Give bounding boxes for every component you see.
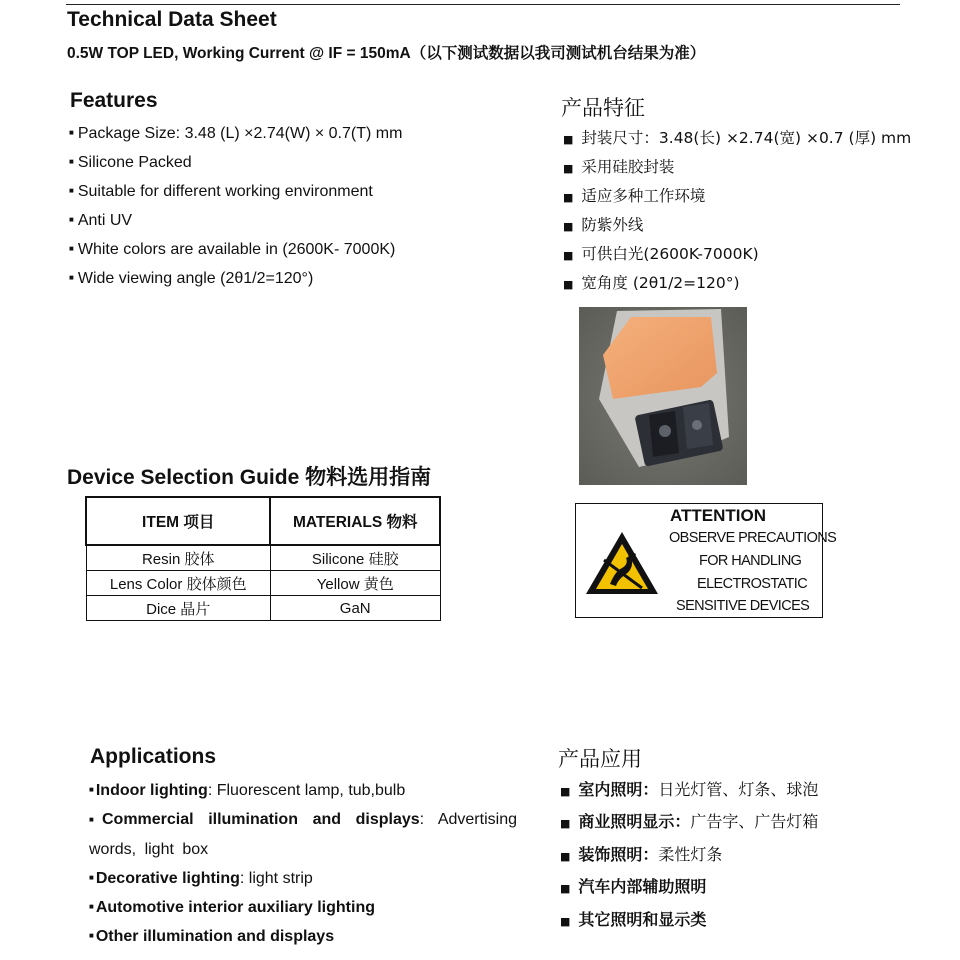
list-item: ■ 可供白光(2600K-7000K) (563, 245, 759, 263)
page-title: Technical Data Sheet (67, 8, 277, 31)
list-item: ■ Other illumination and displays (89, 928, 335, 946)
list-item: ■ Indoor lighting: Fluorescent lamp, tub,bulb (89, 782, 406, 799)
bullet-icon: ■ (560, 882, 571, 896)
page-subtitle: 0.5W TOP LED, Working Current @ IF = 150mA（以下测试数据以我司测试机台结果为准） (67, 45, 706, 62)
applications-cn-heading: 产品应用 (558, 747, 642, 771)
attention-line: ELECTROSTATIC (697, 576, 808, 592)
bullet-icon: ■ (69, 273, 74, 283)
table-cell: Resin 胶体 (86, 545, 270, 571)
table-row (86, 571, 440, 596)
bullet-icon: ■ (89, 872, 94, 882)
attention-line: FOR HANDLING (699, 553, 802, 569)
features-cn-list (563, 124, 911, 298)
features-list (69, 119, 402, 293)
bullet-icon: ■ (89, 931, 94, 941)
list-item: ■ 采用硅胶封装 (563, 158, 675, 176)
list-item: ■ 其它照明和显示类 (560, 909, 707, 929)
table-header: ITEM 项目 (86, 497, 270, 545)
bullet-icon: ■ (563, 220, 574, 233)
list-item: ■ 室内照明：日光灯管、灯条、球泡 (560, 780, 819, 799)
list-item: ■ Wide viewing angle (2θ1/2=120°) (69, 270, 314, 287)
selection-heading: Device Selection Guide 物料选用指南 (67, 466, 432, 489)
esd-attention-box (575, 503, 837, 618)
list-item: ■ Commercial illumination and displays: Advertising words, light box (89, 811, 517, 858)
list-item: ■ Anti UV (69, 212, 133, 229)
list-item: ■ 封装尺寸：3.48(长) ×2.74(宽) ×0.7 (厚) mm (563, 129, 912, 147)
bullet-icon: ■ (563, 191, 574, 204)
applications-list (89, 776, 517, 951)
esd-warning-icon (584, 530, 660, 596)
header-rule (66, 4, 900, 5)
list-item: ■ Automotive interior auxiliary lighting (89, 898, 375, 916)
bullet-icon: ■ (563, 133, 574, 146)
table-cell: GaN (270, 596, 440, 621)
led-package-illustration (579, 307, 747, 485)
bullet-icon: ■ (69, 128, 74, 138)
table-row (86, 545, 440, 571)
bullet-icon: ■ (563, 278, 574, 291)
list-item: ■ Silicone Packed (69, 154, 192, 171)
list-item: ■ 防紫外线 (563, 216, 644, 234)
attention-line: OBSERVE PRECAUTIONS (669, 530, 837, 546)
attention-title: ATTENTION (670, 506, 767, 525)
list-item: ■ 适应多种工作环境 (563, 187, 706, 205)
bullet-icon: ■ (560, 849, 571, 863)
table-cell: Yellow 黄色 (270, 571, 440, 596)
list-item: ■ White colors are available in (2600K- 7000K) (69, 241, 396, 258)
table-header-row (86, 497, 440, 545)
attention-line: SENSITIVE DEVICES (676, 598, 810, 614)
bullet-icon: ■ (69, 186, 74, 196)
table-cell: Lens Color 胶体颜色 (86, 571, 270, 596)
bullet-icon: ■ (563, 162, 574, 175)
table-header: MATERIALS 物料 (270, 497, 440, 545)
bullet-icon: ■ (69, 215, 74, 225)
materials-table (85, 496, 441, 621)
list-item: ■ Suitable for different working environment (69, 183, 373, 200)
bullet-icon: ■ (563, 249, 574, 262)
list-item: ■ Package Size: 3.48 (L) ×2.74(W) × 0.7(T) mm (69, 125, 403, 142)
table-row (86, 596, 440, 621)
bullet-icon: ■ (89, 785, 94, 795)
list-item: ■ 汽车内部辅助照明 (560, 877, 707, 897)
table-cell: Silicone 硅胶 (270, 545, 440, 571)
bullet-icon: ■ (69, 157, 74, 167)
list-item: ■ 商业照明显示：广告字、广告灯箱 (560, 812, 819, 832)
table-cell: Dice 晶片 (86, 596, 270, 621)
features-cn-heading: 产品特征 (561, 96, 645, 120)
bullet-icon: ■ (560, 817, 571, 831)
list-item: ■ 宽角度 (2θ1/2=120°) (563, 274, 740, 292)
list-item: ■ 装饰照明：柔性灯条 (560, 844, 723, 864)
applications-heading: Applications (90, 745, 217, 768)
features-heading: Features (70, 89, 158, 112)
led-photo (579, 307, 747, 485)
applications-cn-list (560, 774, 818, 936)
bullet-icon: ■ (560, 785, 571, 798)
bullet-icon: ■ (89, 814, 100, 824)
bullet-icon: ■ (89, 902, 94, 912)
bullet-icon: ■ (69, 244, 74, 254)
list-item: ■ Decorative lighting: light strip (89, 869, 313, 887)
bullet-icon: ■ (560, 914, 571, 928)
